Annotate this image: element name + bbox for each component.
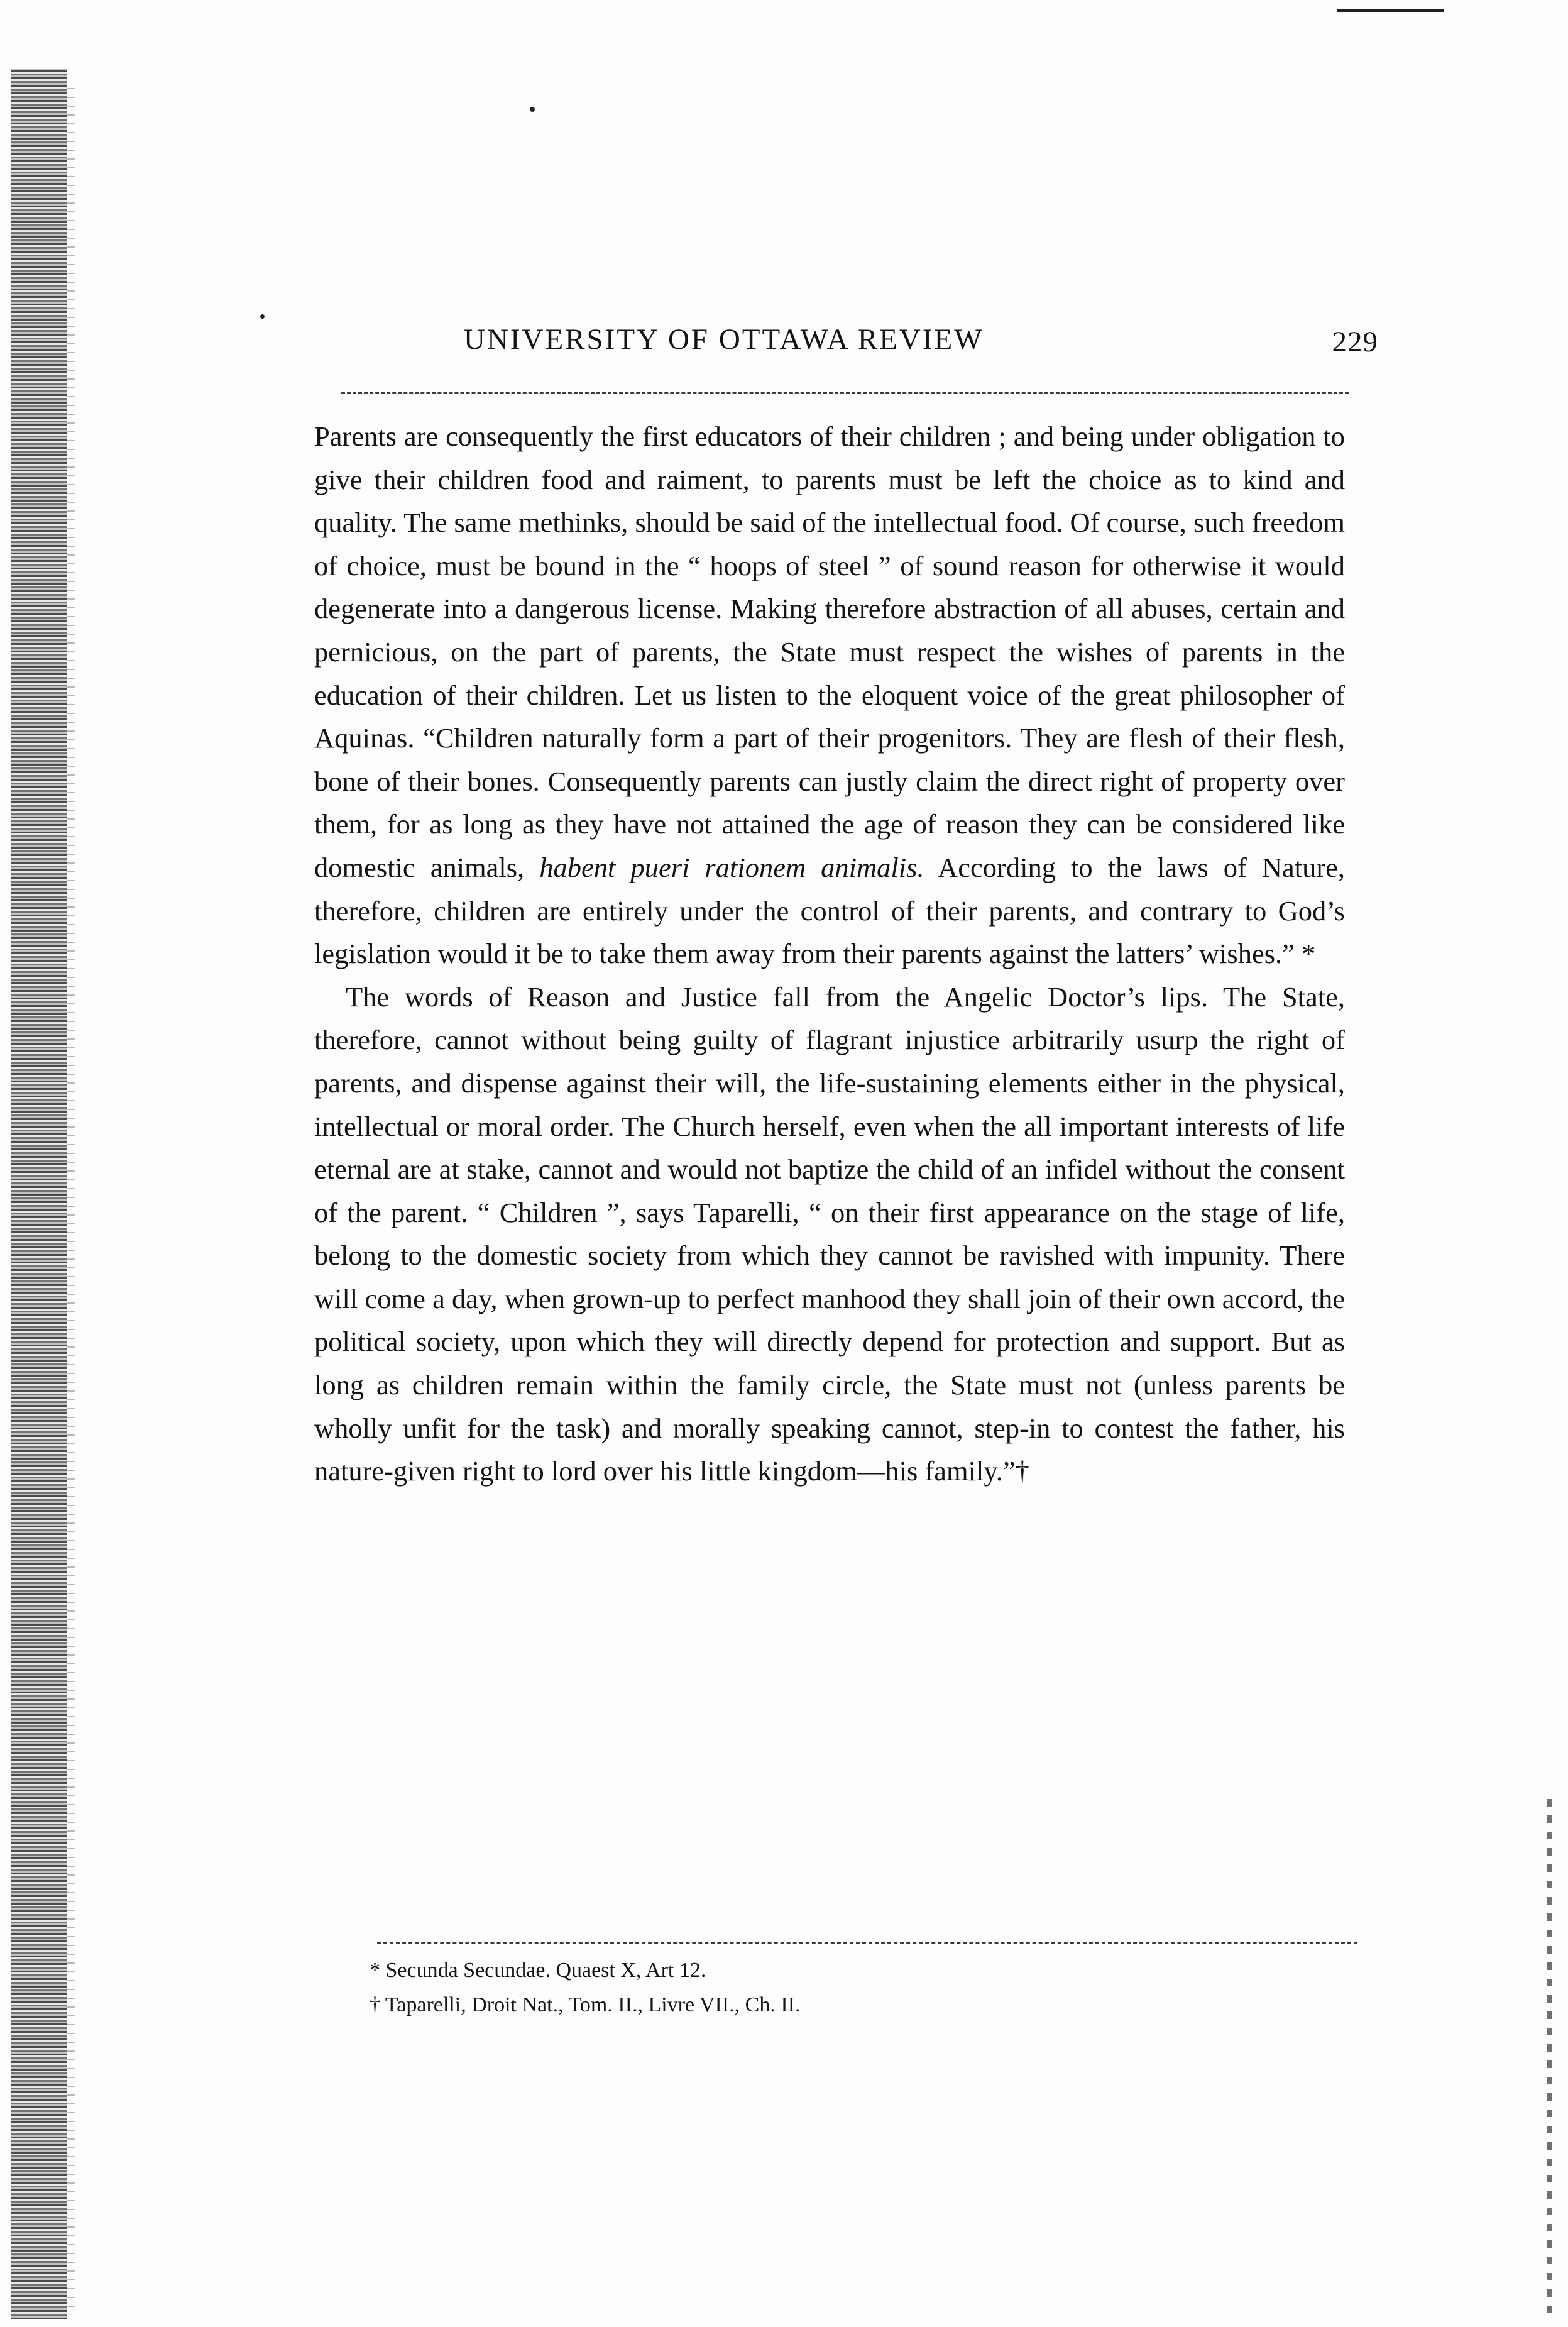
paragraph-1-text: Parents are consequently the first educators of their children ; and being under obligation to give their children food and raiment, to parents must be left the choice as to kind and quality. The same methinks, should be said of the intellectual food. Of course, such freedom of choice, must be bound in the “ hoops of steel ” of sound reason for otherwise it would degenerate into a dangerous license. Making therefore abstraction of all abuses, certain and pernicious, on the part of parents, the State must respect the wishes of parents in the education of their children. Let us listen to the eloquent voice of the great philosopher of Aquinas. “Children naturally form a part of their progenitors. They are flesh of their flesh, bone of their bones. Consequently parents can justly claim the direct right of property over them, for as long as they have not attained the age of reason they can be considered like domestic animals, [314, 421, 1345, 883]
footnote-2: † Taparelli, Droit Nat., Tom. II., Livre VII., Ch. II. [370, 1993, 801, 2016]
scan-speck [260, 314, 265, 319]
scan-mark-top [1337, 9, 1444, 12]
latin-quote: habent pueri rationem animalis. [539, 851, 924, 883]
footnote-1: * Secunda Secundae. Quaest X, Art 12. [370, 1959, 706, 1982]
paragraph-1 [314, 415, 1345, 976]
article-body [314, 415, 1345, 1493]
running-header [464, 322, 1378, 366]
paragraph-2: The words of Reason and Justice fall from the Angelic Doctor’s lips. The State, therefore, cannot without being guilty of flagrant injustice arbitrarily usurp the right of parents, and dispense against their will, the life-sustaining elements either in the physical, intellectual or moral order. The Church herself, even when the all important interests of life eternal are at stake, cannot and would not baptize the child of an infidel without the consent of the parent. “ Children ”, says Taparelli, “ on their first appearance on the stage of life, belong to the domestic society from which they cannot be ravished with impunity. There will come a day, when grown-up to perfect manhood they shall join of their own accord, the political society, upon which they will directly depend for protection and support. But as long as children remain within the family circle, the State must not (unless parents be wholly unfit for the task) and morally speaking cannot, step-in to contest the father, his nature-given right to lord over his little kingdom—his family.”† [314, 981, 1345, 1487]
scan-marks-right [1547, 1798, 1552, 2313]
paragraph-1-continued: According to the laws of Nature, therefore, children are entirely under the control of their parents, and contrary to God’s legislation would it be to take them away from their parents against the latters’ wishes.” * [314, 851, 1346, 970]
header-rule [341, 392, 1349, 394]
book-spine-edge [11, 69, 67, 2319]
page-number: 229 [1332, 326, 1378, 358]
spine-shadow [67, 82, 75, 2307]
footnotes [370, 1953, 1124, 2022]
scan-speck [530, 107, 535, 112]
journal-title: UNIVERSITY OF OTTAWA REVIEW [464, 323, 984, 356]
footnote-rule [377, 1942, 1357, 1944]
